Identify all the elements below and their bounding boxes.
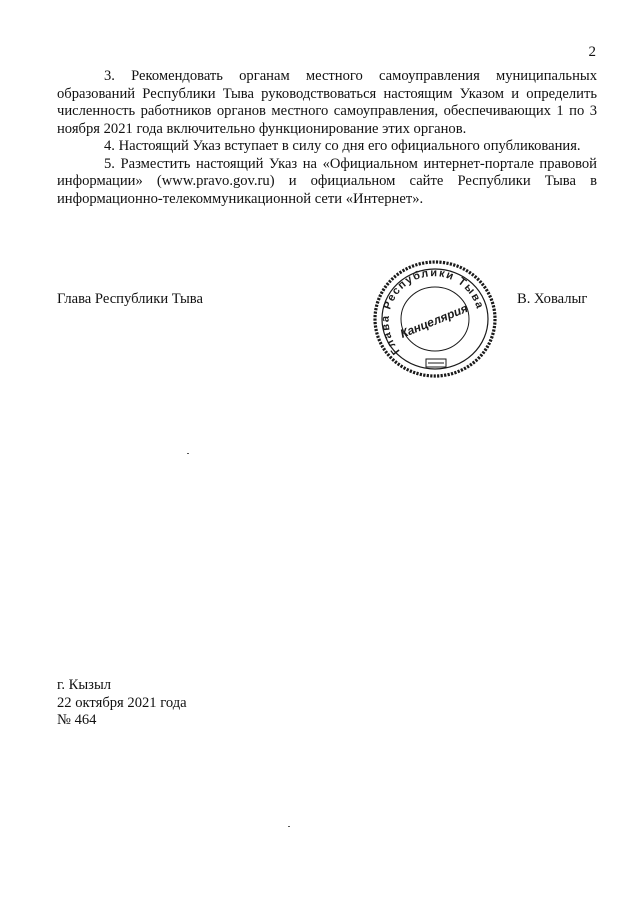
scan-speck [187, 453, 189, 454]
paragraph-4: 4. Настоящий Указ вступает в силу со дня его официального опубликования. [104, 138, 581, 154]
footer-number: № 464 [57, 712, 97, 728]
page-number: 2 [588, 44, 596, 60]
paragraph-3: 3. Рекомендовать органам местного самоуправления муниципальных образований Республики Тыва руководствоваться настоящим Указом и определить численность работников органов местного самоуправления, обеспечивающих 1 по 3 ноября 2021 года включительно функционирование этих органов. [57, 68, 597, 137]
svg-text:Глава Республики Тыва [380, 267, 486, 356]
footer-city: г. Кызыл [57, 677, 112, 693]
signatory-position: Глава Республики Тыва [57, 291, 203, 307]
scan-speck [288, 826, 290, 827]
document-body [57, 68, 597, 208]
official-seal [370, 259, 500, 381]
paragraph-5: 5. Разместить настоящий Указ на «Официальном интернет-портале правовой информации» (www.pravo.gov.ru) и официальном сайте Республики Тыва в информационно-телекоммуникационной сети «Интернет». [57, 155, 597, 207]
document-footer [57, 677, 187, 730]
footer-date: 22 октября 2021 года [57, 694, 187, 711]
seal-center-text: Канцелярия [398, 301, 470, 341]
signatory-name: В. Ховалыг [517, 291, 588, 307]
seal-outer-text: Глава Республики Тыва [379, 267, 487, 357]
